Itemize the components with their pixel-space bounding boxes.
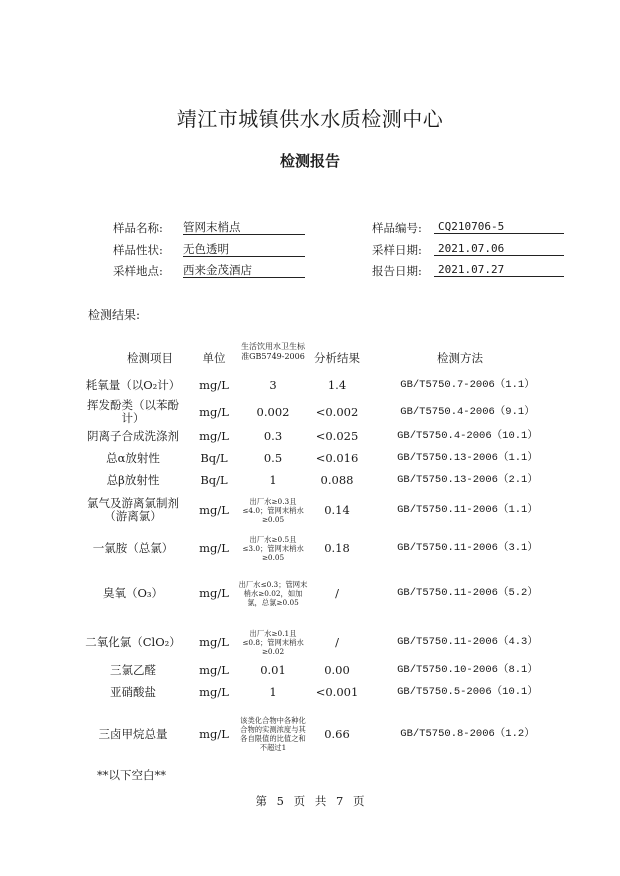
page-number: 第 5 页 共 7 页: [255, 794, 365, 808]
cell-method: GB/T5750.11-2006（5.2）: [397, 586, 538, 599]
cell-item: 三卤甲烷总量: [98, 726, 168, 741]
cell-unit: mg/L: [199, 684, 229, 699]
sample-no-value: CQ210706-5: [434, 220, 564, 234]
table-row: [0, 449, 620, 467]
cell-method: GB/T5750.8-2006（1.2）: [400, 727, 535, 740]
table-row: [0, 661, 620, 679]
cell-method: GB/T5750.13-2006（2.1）: [397, 473, 538, 486]
cell-result: /: [335, 634, 339, 649]
table-row: [0, 683, 620, 701]
cell-standard: 0.002: [256, 404, 290, 419]
sampling-date-value: 2021.07.06: [434, 242, 564, 256]
cell-method: GB/T5750.5-2006（10.1）: [397, 685, 538, 698]
cell-result: 0.14: [324, 502, 350, 517]
cell-result: 1.4: [327, 377, 347, 392]
cell-standard: 0.5: [263, 450, 283, 465]
cell-standard: 0.01: [260, 662, 286, 677]
report-date-label: 报告日期:: [372, 264, 422, 278]
cell-item: 臭氧（O₃）: [102, 585, 164, 600]
cell-item: 挥发酚类（以苯酚计）: [87, 398, 179, 425]
cell-method: GB/T5750.11-2006（1.1）: [397, 503, 538, 516]
table-row: [0, 626, 620, 658]
cell-result: <0.025: [315, 428, 359, 443]
header-standard: 生活饮用水卫生标准GB5749-2006: [241, 342, 305, 361]
cell-method: GB/T5750.4-2006（10.1）: [397, 429, 538, 442]
cell-item: 二氧化氯（ClO₂）: [85, 634, 181, 649]
sample-name-label: 样品名称:: [113, 221, 163, 235]
cell-result: <0.001: [315, 684, 359, 699]
cell-item: 耗氧量（以O₂计）: [85, 377, 181, 392]
cell-unit: mg/L: [199, 726, 229, 741]
cell-result: 0.66: [324, 726, 350, 741]
cell-method: GB/T5750.13-2006（1.1）: [397, 451, 538, 464]
sampling-date-label: 采样日期:: [372, 243, 422, 257]
cell-unit: mg/L: [199, 585, 229, 600]
cell-unit: mg/L: [199, 634, 229, 649]
cell-item: 三氯乙醛: [110, 662, 156, 677]
table-row: [0, 376, 620, 394]
cell-standard: 出厂水≤0.3；管网末梢水≥0.02，如加氯，总氯≥0.05: [238, 579, 308, 607]
table-row: [0, 399, 620, 425]
organization-name: 靖江市城镇供水水质检测中心: [176, 107, 444, 131]
cell-unit: mg/L: [199, 428, 229, 443]
sampling-site-label: 采样地点:: [113, 264, 163, 278]
cell-unit: Bq/L: [200, 450, 228, 465]
cell-result: 0.088: [320, 472, 354, 487]
table-row: [0, 706, 620, 762]
cell-standard: 3: [269, 377, 277, 392]
table-row: [0, 471, 620, 489]
header-item: 检测项目: [127, 351, 173, 365]
cell-unit: mg/L: [199, 502, 229, 517]
cell-unit: mg/L: [199, 662, 229, 677]
cell-method: GB/T5750.7-2006（1.1）: [400, 378, 535, 391]
cell-standard: 出厂水≥0.1且≤0.8；管网末梢水≥0.02: [242, 628, 304, 656]
cell-method: GB/T5750.10-2006（8.1）: [397, 663, 538, 676]
header-unit: 单位: [202, 351, 226, 365]
sample-no-label: 样品编号:: [372, 221, 422, 235]
cell-standard: 出厂水≥0.5且≤3.0；管网末梢水≥0.05: [242, 534, 304, 562]
sample-state-label: 样品性状:: [113, 243, 163, 257]
table-row: [0, 569, 620, 617]
cell-unit: Bq/L: [200, 472, 228, 487]
cell-item: 亚硝酸盐: [110, 684, 156, 699]
cell-result: 0.18: [324, 540, 350, 555]
cell-standard: 0.3: [263, 428, 283, 443]
sample-state-value: 无色透明: [183, 242, 305, 257]
sample-name-value: 管网末梢点: [183, 220, 305, 235]
results-label: 检测结果:: [88, 308, 141, 322]
cell-standard: 出厂水≥0.3且≤4.0；管网末梢水≥0.05: [242, 496, 304, 524]
cell-unit: mg/L: [199, 404, 229, 419]
cell-item: 总β放射性: [106, 472, 160, 487]
cell-standard: 1: [269, 472, 277, 487]
cell-result: <0.002: [315, 404, 359, 419]
table-row: [0, 492, 620, 528]
cell-item: 一氯胺（总氯）: [92, 540, 174, 555]
cell-item: 总α放射性: [106, 450, 160, 465]
sampling-site-value: 西来金茂酒店: [183, 263, 305, 278]
report-date-value: 2021.07.27: [434, 263, 564, 277]
cell-standard: 1: [269, 684, 277, 699]
cell-unit: mg/L: [199, 540, 229, 555]
cell-result: <0.016: [315, 450, 359, 465]
report-title: 检测报告: [279, 152, 340, 170]
header-result: 分析结果: [314, 351, 360, 365]
cell-item: 氯气及游离氯制剂（游离氯）: [87, 496, 179, 523]
cell-standard: 该类化合物中各种化合物的实测浓度与其各自限值的比值之和不超过1: [240, 716, 306, 752]
cell-method: GB/T5750.4-2006（9.1）: [400, 405, 535, 418]
cell-result: /: [335, 585, 339, 600]
cell-method: GB/T5750.11-2006（3.1）: [397, 541, 538, 554]
cell-method: GB/T5750.11-2006（4.3）: [397, 635, 538, 648]
header-method: 检测方法: [437, 351, 483, 365]
blank-note: **以下空白**: [97, 768, 166, 782]
cell-result: 0.00: [324, 662, 350, 677]
table-row: [0, 427, 620, 445]
cell-item: 阴离子合成洗涤剂: [87, 428, 179, 443]
table-row: [0, 532, 620, 564]
cell-unit: mg/L: [199, 377, 229, 392]
